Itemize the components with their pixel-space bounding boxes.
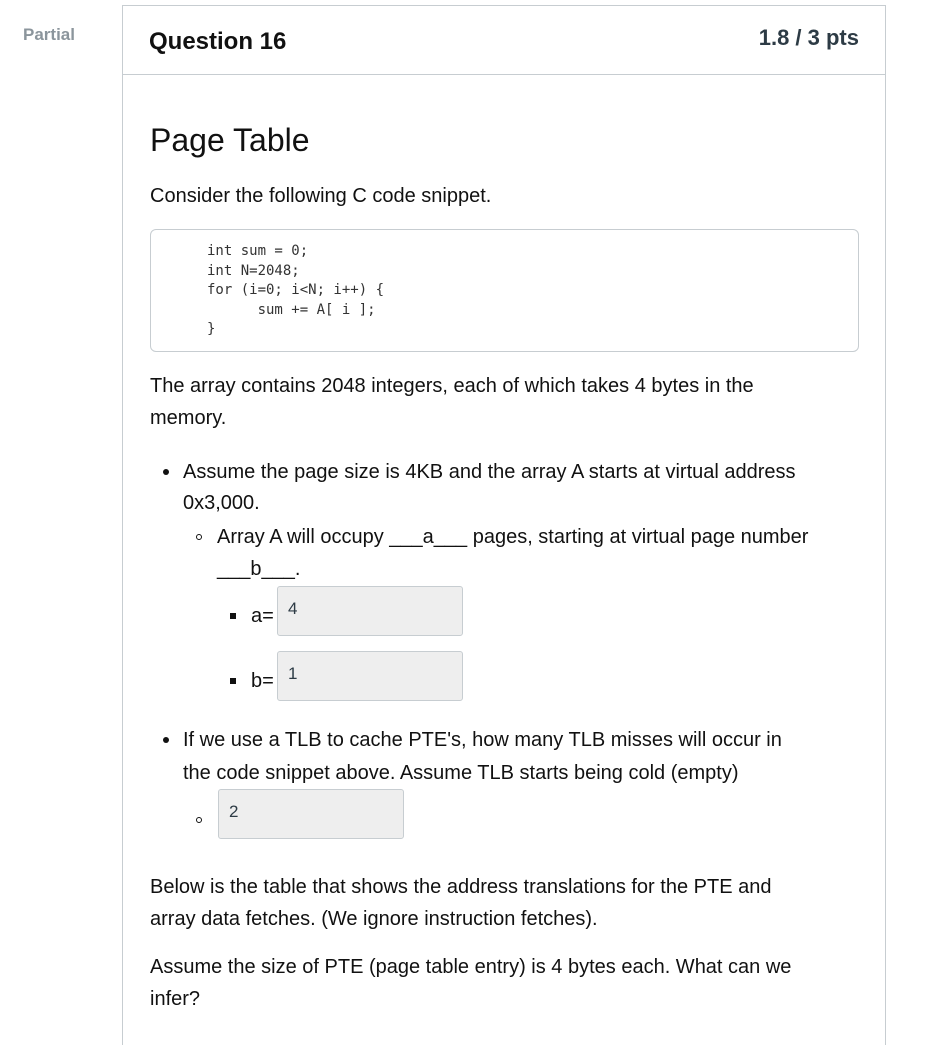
table-description-line2: array data fetches. (We ignore instruction fetches).: [150, 908, 598, 930]
bullet-dot: [163, 737, 169, 743]
pte-description-line2: infer?: [150, 988, 201, 1010]
code-block: [150, 229, 859, 352]
bullet1-line2: 0x3,000.: [183, 492, 260, 514]
answer-a-field[interactable]: 4: [277, 586, 463, 636]
sub-bullet-line2: ___b___.: [217, 558, 301, 580]
question-title: Question 16: [149, 28, 287, 55]
answer-b-field[interactable]: 1: [277, 651, 463, 701]
question-header: [123, 6, 885, 75]
tlb-misses-field[interactable]: 2: [218, 789, 404, 839]
table-description-line1: Below is the table that shows the address translations for the PTE and: [150, 876, 772, 898]
b-label: b=: [251, 670, 274, 692]
status-label: Partial: [23, 25, 75, 44]
bullet-circle: [196, 534, 202, 540]
section-heading: Page Table: [150, 122, 310, 158]
sub-bullet-line1: Array A will occupy ___a___ pages, starting at virtual page number: [217, 526, 809, 548]
question-points: 1.8 / 3 pts: [758, 25, 859, 50]
question-card: [122, 5, 886, 1045]
code-snippet: int sum = 0; int N=2048; for (i=0; i<N; i++) { sum += A[ i ]; }: [207, 243, 385, 337]
pte-description-line1: Assume the size of PTE (page table entry) is 4 bytes each. What can we: [150, 956, 792, 978]
bullet-square: [230, 678, 236, 684]
intro-text: Consider the following C code snippet.: [150, 185, 492, 207]
bullet1-line1: Assume the page size is 4KB and the array A starts at virtual address: [183, 461, 796, 483]
bullet-square: [230, 613, 236, 619]
array-description-line2: memory.: [150, 407, 227, 429]
bullet-circle: [196, 817, 202, 823]
bullet2-line2: the code snippet above. Assume TLB starts being cold (empty): [183, 762, 739, 784]
bullet2-line1: If we use a TLB to cache PTE's, how many TLB misses will occur in: [183, 729, 782, 751]
bullet-dot: [163, 469, 169, 475]
array-description-line1: The array contains 2048 integers, each of which takes 4 bytes in the: [150, 375, 754, 397]
a-label: a=: [251, 605, 274, 627]
